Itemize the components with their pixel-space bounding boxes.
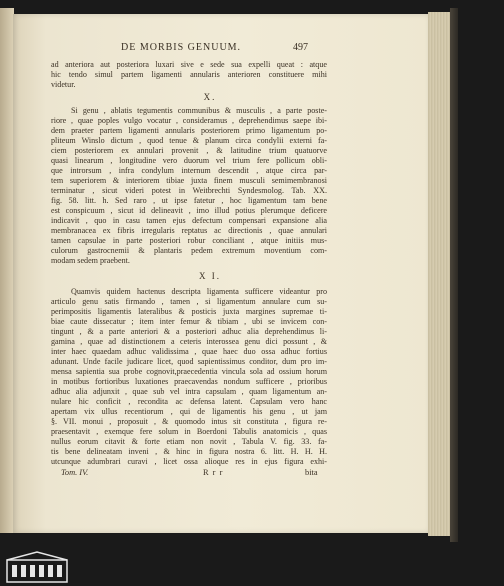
catchword: bita (305, 468, 318, 477)
text-line: inter haec quaedam adhuc validissima , quae haec duo ossa adhuc fortius (51, 347, 327, 356)
book-page (13, 14, 428, 533)
library-building-icon (6, 550, 68, 584)
text-line: modam sedem praebent. (51, 256, 130, 265)
text-line: membranacea ex fibris irregularis reptatus ac directionis , quae annulari (51, 226, 327, 235)
left-page-edge (0, 8, 14, 533)
text-line: utcunque adumbrari curavi , licet ossa alioque res in ejus figura exhi- (51, 457, 327, 466)
text-line: dem praeter partem ligamenti annularis posteriorem primo ligamentum po- (51, 126, 327, 135)
text-line: tem superiorem & interiorem tibiae juxta finem musculi semimembranosi (51, 176, 327, 185)
section-heading-x: X. (203, 92, 217, 102)
text-line: adhuc alia adjunxit , quae sub vel intra capsulam , quam ligamentum an- (51, 387, 327, 396)
text-line: indicavit , quo in casu tamen ejus defectum compensari expansione alia (51, 216, 327, 225)
text-line: est conspicuum , sicut id delineavit , imo illud potius plerumque deficere (51, 206, 327, 215)
text-line: §. VII. monui , proposuit , & quomodo intus sit constituta , figura re- (51, 417, 327, 426)
text-line: que introrsum , infra condylum internum descendit , atque circa par- (51, 166, 327, 175)
text-line: nulare hic conficit , recondita ac defensa latent. Capsulam vero hanc (51, 397, 327, 406)
text-line: hic tendo simul partem ligamenti annularis anterioren constituere mihi (51, 70, 327, 79)
text-line: gamina , quae ad distinctionem a ceteris interossea genu dici possunt , & (51, 337, 327, 346)
text-line: perimpositis ligamentis lateralibus & posticis juxta margines supremae ti- (51, 307, 327, 316)
running-title: DE MORBIS GENUUM. (121, 42, 242, 53)
text-line: adunant. Unde facile judicare licet, quod sapientissimus conditor, dum pro im- (51, 357, 327, 366)
viewer-footer (0, 548, 504, 586)
text-line: Si genu , ablatis tegumentis communibus & musculis , a parte poste- (71, 106, 327, 115)
text-line: pliteum Winslo dictum , quod tenue & planum circa condylii externi fa- (51, 136, 327, 145)
page-number: 497 (293, 42, 308, 53)
text-line: ciem posteriorem ex annulari provenit , & latitudine trium quatuorve (51, 146, 327, 155)
text-line: culorum gastrocnemii & plantaris pedem extremum moventium com- (51, 246, 327, 255)
text-line: videtur. (51, 80, 76, 89)
text-line: nullus eorum citavit & forte etiam non novit , Tabula V. fig. 33. fa- (51, 437, 327, 446)
text-line: biae caute dissecatur ; item inter femur & tibiam , ubi se invicem con- (51, 317, 327, 326)
signature-mark: R r r (203, 468, 224, 477)
text-line: tingunt , & a parte anteriori & a posteriori adhuc alia deprehendimus li- (51, 327, 327, 336)
text-line: praesentavit , exemque fere solum in Boerdoni Tabulis anatomicis , quas (51, 427, 327, 436)
text-line: articulo genu satis firmando , tamen , si ligamentum annulare cum su- (51, 297, 327, 306)
page-stack-edge (428, 12, 452, 536)
book-cover-edge (450, 8, 458, 542)
text-line: mensa sapientia sua probe cognovit,praecedentia vincula sola ad ossium horum (51, 367, 327, 376)
text-line: tamen capsulae in parte posteriori robur conciliant , atque initiis mus- (51, 236, 327, 245)
volume-label: Tom. IV. (61, 468, 89, 477)
text-line: fig. 58. litt. h. Sed raro , ut ipse fatetur , hoc ligamentum tam bene (51, 196, 327, 205)
text-line: ad anteriora aut posteriora luxari sive e sede sua expelli queat : atque (51, 60, 327, 69)
text-line: tis bene delineatam inveni , & hinc in figura nostra 6. litt. H. H. H. (51, 447, 327, 456)
text-line: in motibus fortioribus luxationes praecavendas nondum sufficere , prioribus (51, 377, 327, 386)
text-line: apertam vix ullus recentiorum , qui de ligamentis his genu , ut jam (51, 407, 327, 416)
text-line: Quamvis quidem hactenus descripta ligamenta sufficere videantur pro (71, 287, 327, 296)
text-line: terminatur , sicut videri potest in Weitbrechti Syndesmolog. Tab. XX. (51, 186, 327, 195)
text-line: quasi linearum , longitudine vero duorum vel trium fere pollicum obli- (51, 156, 327, 165)
text-line: riore , quae poples vulgo vocatur , consideramus , deprehendimus saepe ibi- (51, 116, 327, 125)
section-heading-xi: X I. (199, 271, 221, 281)
